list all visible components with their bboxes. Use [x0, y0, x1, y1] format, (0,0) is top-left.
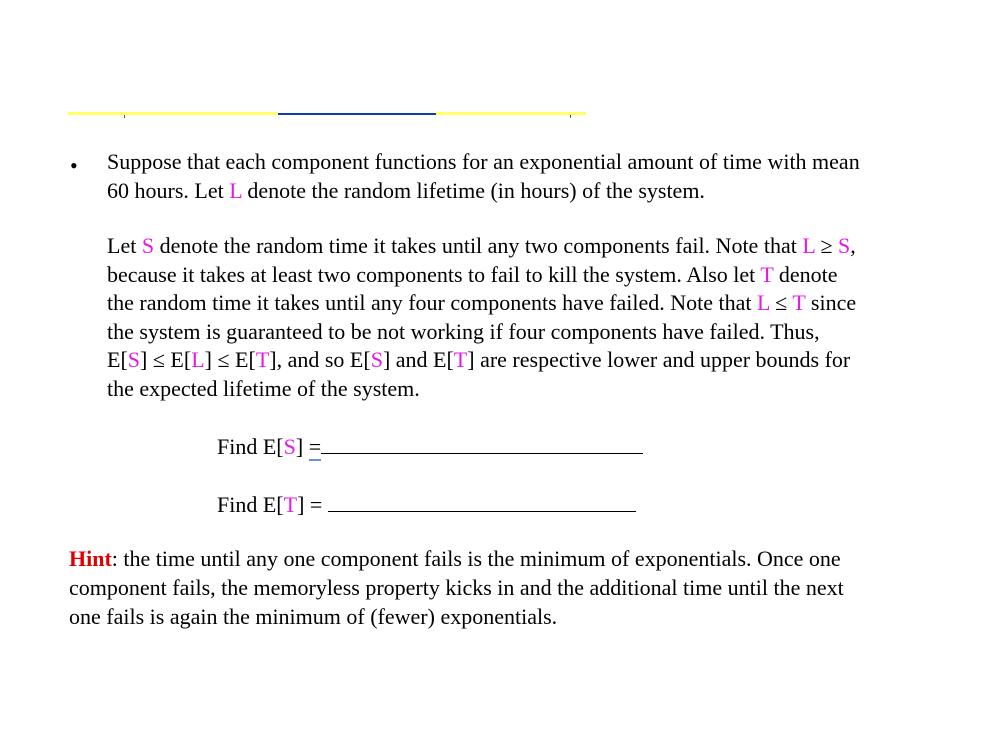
variable-S: S: [141, 233, 155, 258]
text-line: Hint: the time until any one component fails is the minimum of exponentials. Once one: [69, 546, 841, 571]
decorative-line-yellow-right: [436, 112, 586, 115]
variable-T: T: [453, 347, 468, 372]
line-tick-mark: [124, 115, 125, 118]
text-line: component fails, the memoryless property kicks in and the additional time until the next: [69, 575, 844, 600]
text-line: E[S] ≤ E[L] ≤ E[T], and so E[S] and E[T] are respective lower and upper bounds for: [107, 347, 851, 372]
variable-T: T: [760, 261, 774, 287]
decorative-line-blue: [278, 113, 436, 115]
paragraph-component-lifetime: [107, 148, 967, 205]
hint-label: Hint: [69, 546, 112, 571]
text-line: one fails is again the minimum of (fewer) exponentials.: [69, 604, 558, 629]
line-tick-mark: [570, 115, 571, 118]
variable-L: L: [757, 290, 770, 315]
variable-S: S: [838, 233, 851, 258]
variable-T: T: [283, 492, 298, 517]
text-line: Let S denote the random time it takes until any two components fail. Note that L ≥ S,: [107, 233, 856, 258]
variable-L: L: [229, 177, 242, 203]
find-expected-S: Find E[S] =: [217, 431, 643, 461]
find-expected-T: Find E[T] =: [217, 489, 636, 519]
equals-sign: =: [308, 434, 322, 459]
text-line: the system is guaranteed to be not working if four components have failed. Thus,: [107, 318, 820, 344]
answer-blank-S[interactable]: [321, 431, 643, 454]
text-line: the expected lifetime of the system.: [107, 375, 420, 401]
variable-L: L: [191, 347, 205, 372]
variable-S: S: [283, 434, 296, 459]
paragraph-bounds: [107, 232, 967, 403]
variable-T: T: [255, 347, 270, 372]
decorative-line-yellow-left: [68, 112, 278, 115]
answer-blank-T[interactable]: [328, 489, 636, 512]
text-line: Suppose that each component functions for an exponential amount of time with mean: [107, 149, 860, 174]
hint-paragraph: [69, 544, 969, 631]
bullet-point: •: [70, 153, 78, 178]
variable-L: L: [802, 233, 815, 258]
variable-S: S: [127, 347, 141, 372]
text-line: because it takes at least two components to fail to kill the system. Also let T denote: [107, 261, 838, 287]
text-line: the random time it takes until any four components have failed. Note that L ≤ T since: [107, 290, 857, 315]
variable-S: S: [370, 347, 383, 372]
text-line: 60 hours. Let L denote the random lifetime (in hours) of the system.: [107, 177, 705, 203]
variable-T: T: [792, 290, 806, 315]
